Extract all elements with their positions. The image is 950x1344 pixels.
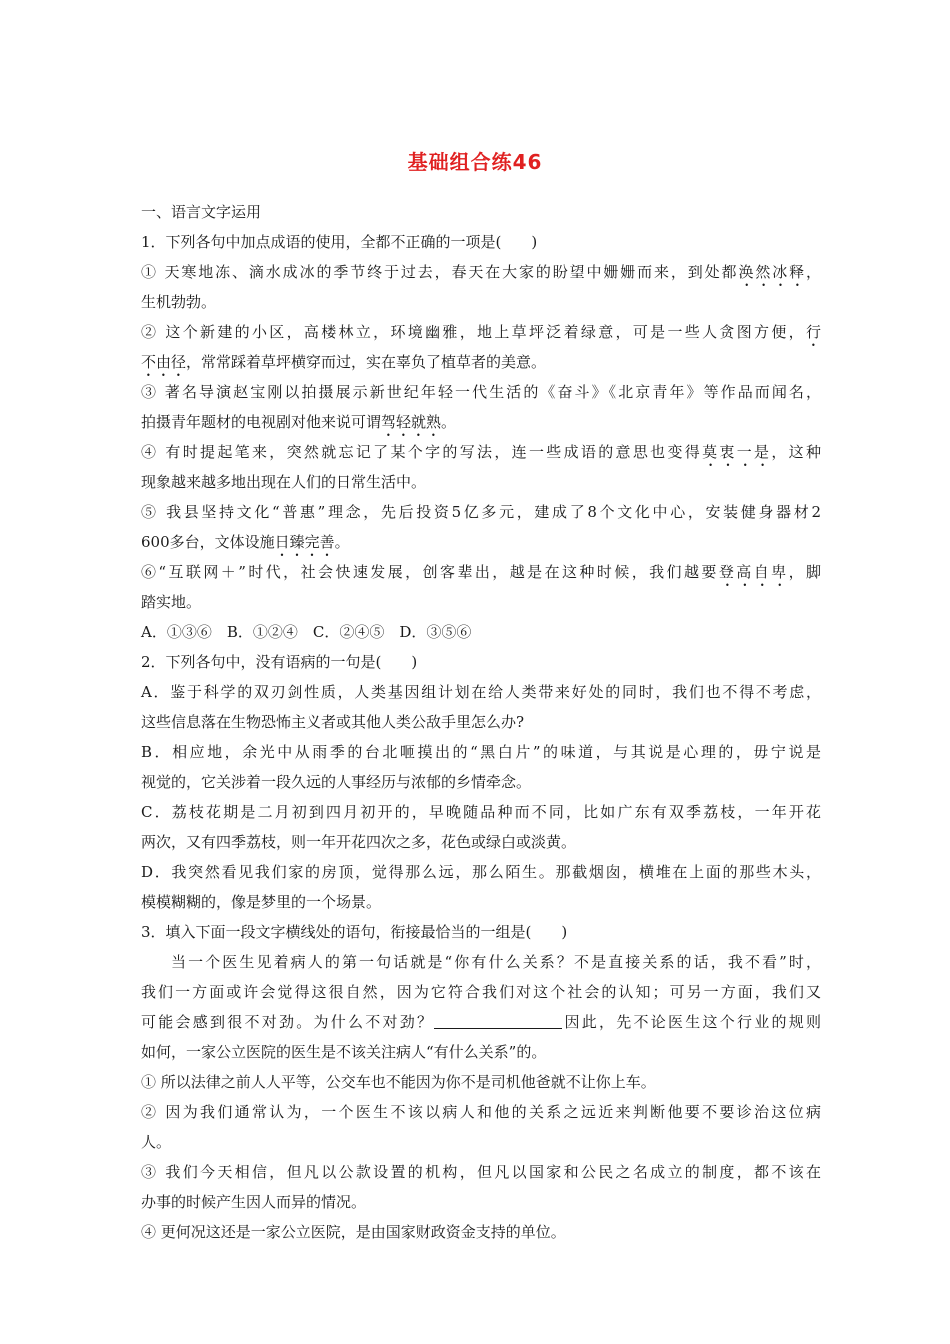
document-body [141, 197, 821, 1247]
page-title: 基础组合练46 [407, 150, 543, 174]
q2-option-d-line-1: D．我突然看见我们家的房顶，觉得那么远，那么陌生。那截烟囱，横堆在上面的那些木头， [141, 863, 821, 881]
q3-item-3-line-2: 办事的时候产生因人而异的情况。 [141, 1193, 367, 1211]
section-heading: 一、语言文字运用 [141, 203, 262, 221]
dotted-idiom: 登高自卑 [718, 563, 789, 581]
question-1-stem: 1．下列各句中加点成语的使用，全都不正确的一项是( ) [141, 233, 538, 251]
q2-option-d-line-2: 模模糊糊的，像是梦里的一个场景。 [141, 893, 382, 911]
dotted-idiom: 莫衷一是 [702, 443, 772, 461]
q1-sentence-2-line-2: 不由径，常常踩着草坪横穿而过，实在辜负了植草者的美意。 [141, 353, 547, 371]
q1-sentence-3-line-1: ③ 著名导演赵宝刚以拍摄展示新世纪年轻一代生活的《奋斗》《北京青年》等作品而闻名， [141, 383, 821, 401]
q3-item-2-line-1: ② 因为我们通常认为，一个医生不该以病人和他的关系之远近来判断他要不要诊治这位病 [141, 1103, 821, 1121]
dotted-idiom: 涣然冰释 [738, 263, 806, 281]
q1-sentence-5-line-1: ⑤ 我县坚持文化“普惠”理念，先后投资5亿多元，建成了8个文化中心，安装健身器材2 [141, 503, 821, 521]
q3-item-4: ④ 更何况这还是一家公立医院，是由国家财政资金支持的单位。 [141, 1223, 566, 1241]
question-3-stem: 3．填入下面一段文字横线处的语句，衔接最恰当的一组是( ) [141, 923, 568, 941]
q2-option-b-line-1: B．相应地，余光中从雨季的台北咂摸出的“黑白片”的味道，与其说是心理的，毋宁说是 [141, 743, 821, 761]
fill-in-blank [434, 1012, 562, 1029]
q1-sentence-1-line-2: 生机勃勃。 [141, 293, 217, 311]
dotted-idiom: 驾轻就熟 [381, 413, 442, 431]
q3-passage-line-2: 我们一方面或许会觉得这很自然，因为它符合我们对这个社会的认知；可另一方面，我们又 [141, 983, 821, 1001]
q1-sentence-6-line-2: 踏实地。 [141, 593, 202, 611]
q2-option-a-line-1: A．鉴于科学的双刃剑性质，人类基因组计划在给人类带来好处的同时，我们也不得不考虑， [141, 683, 821, 701]
dotted-idiom: 不由径 [141, 353, 187, 371]
q1-sentence-3-line-2: 拍摄青年题材的电视剧对他来说可谓驾轻就熟。 [141, 413, 457, 431]
q3-passage-line-1: 当一个医生见着病人的第一句话就是“你有什么关系？不是直接关系的话，我不看”时， [171, 953, 821, 971]
q2-option-a-line-2: 这些信息落在生物恐怖主义者或其他人类公敌手里怎么办? [141, 713, 525, 731]
q1-sentence-6-line-1: ⑥“互联网＋”时代，社会快速发展，创客辈出，越是在这种时候，我们越要登高自卑，脚 [141, 563, 821, 581]
dotted-idiom: 日臻完善 [274, 533, 335, 551]
q1-sentence-2-line-1: ② 这个新建的小区，高楼林立，环境幽雅，地上草坪泛着绿意，可是一些人贪图方便，行 [141, 323, 821, 341]
q2-option-c-line-1: C．荔枝花期是二月初到四月初开的，早晚随品种而不同，比如广东有双季荔枝，一年开花 [141, 803, 821, 821]
q1-sentence-1-line-1: ① 天寒地冻、滴水成冰的季节终于过去，春天在大家的盼望中姗姗而来，到处都涣然冰释， [141, 263, 821, 281]
q3-item-1: ① 所以法律之前人人平等，公交车也不能因为你不是司机他爸就不让你上车。 [141, 1073, 656, 1091]
q3-passage-line-3: 可能会感到很不对劲。为什么不对劲？ 因此，先不论医生这个行业的规则 [141, 1013, 821, 1031]
q1-sentence-4-line-1: ④ 有时提起笔来，突然就忘记了某个字的写法，连一些成语的意思也变得莫衷一是，这种 [141, 443, 821, 461]
q2-option-b-line-2: 视觉的，它关涉着一段久远的人事经历与浓郁的乡情牵念。 [141, 773, 532, 791]
q2-option-c-line-2: 两次，又有四季荔枝，则一年开花四次之多，花色或绿白或淡黄。 [141, 833, 577, 851]
q3-passage-line-4: 如何，一家公立医院的医生是不该关注病人“有什么关系”的。 [141, 1043, 547, 1061]
question-2-stem: 2．下列各句中，没有语病的一句是( ) [141, 653, 418, 671]
q3-item-2-line-2: 人。 [141, 1133, 172, 1151]
dotted-idiom: 行 [805, 323, 821, 341]
q1-sentence-4-line-2: 现象越来越多地出现在人们的日常生活中。 [141, 473, 427, 491]
q1-options: A．①③⑥ B．①②④ C．②④⑤ D．③⑤⑥ [141, 623, 472, 641]
q1-sentence-5-line-2: 600多台，文体设施日臻完善。 [141, 533, 350, 551]
q3-item-3-line-1: ③ 我们今天相信，但凡以公款设置的机构，但凡以国家和公民之名成立的制度，都不该在 [141, 1163, 821, 1181]
